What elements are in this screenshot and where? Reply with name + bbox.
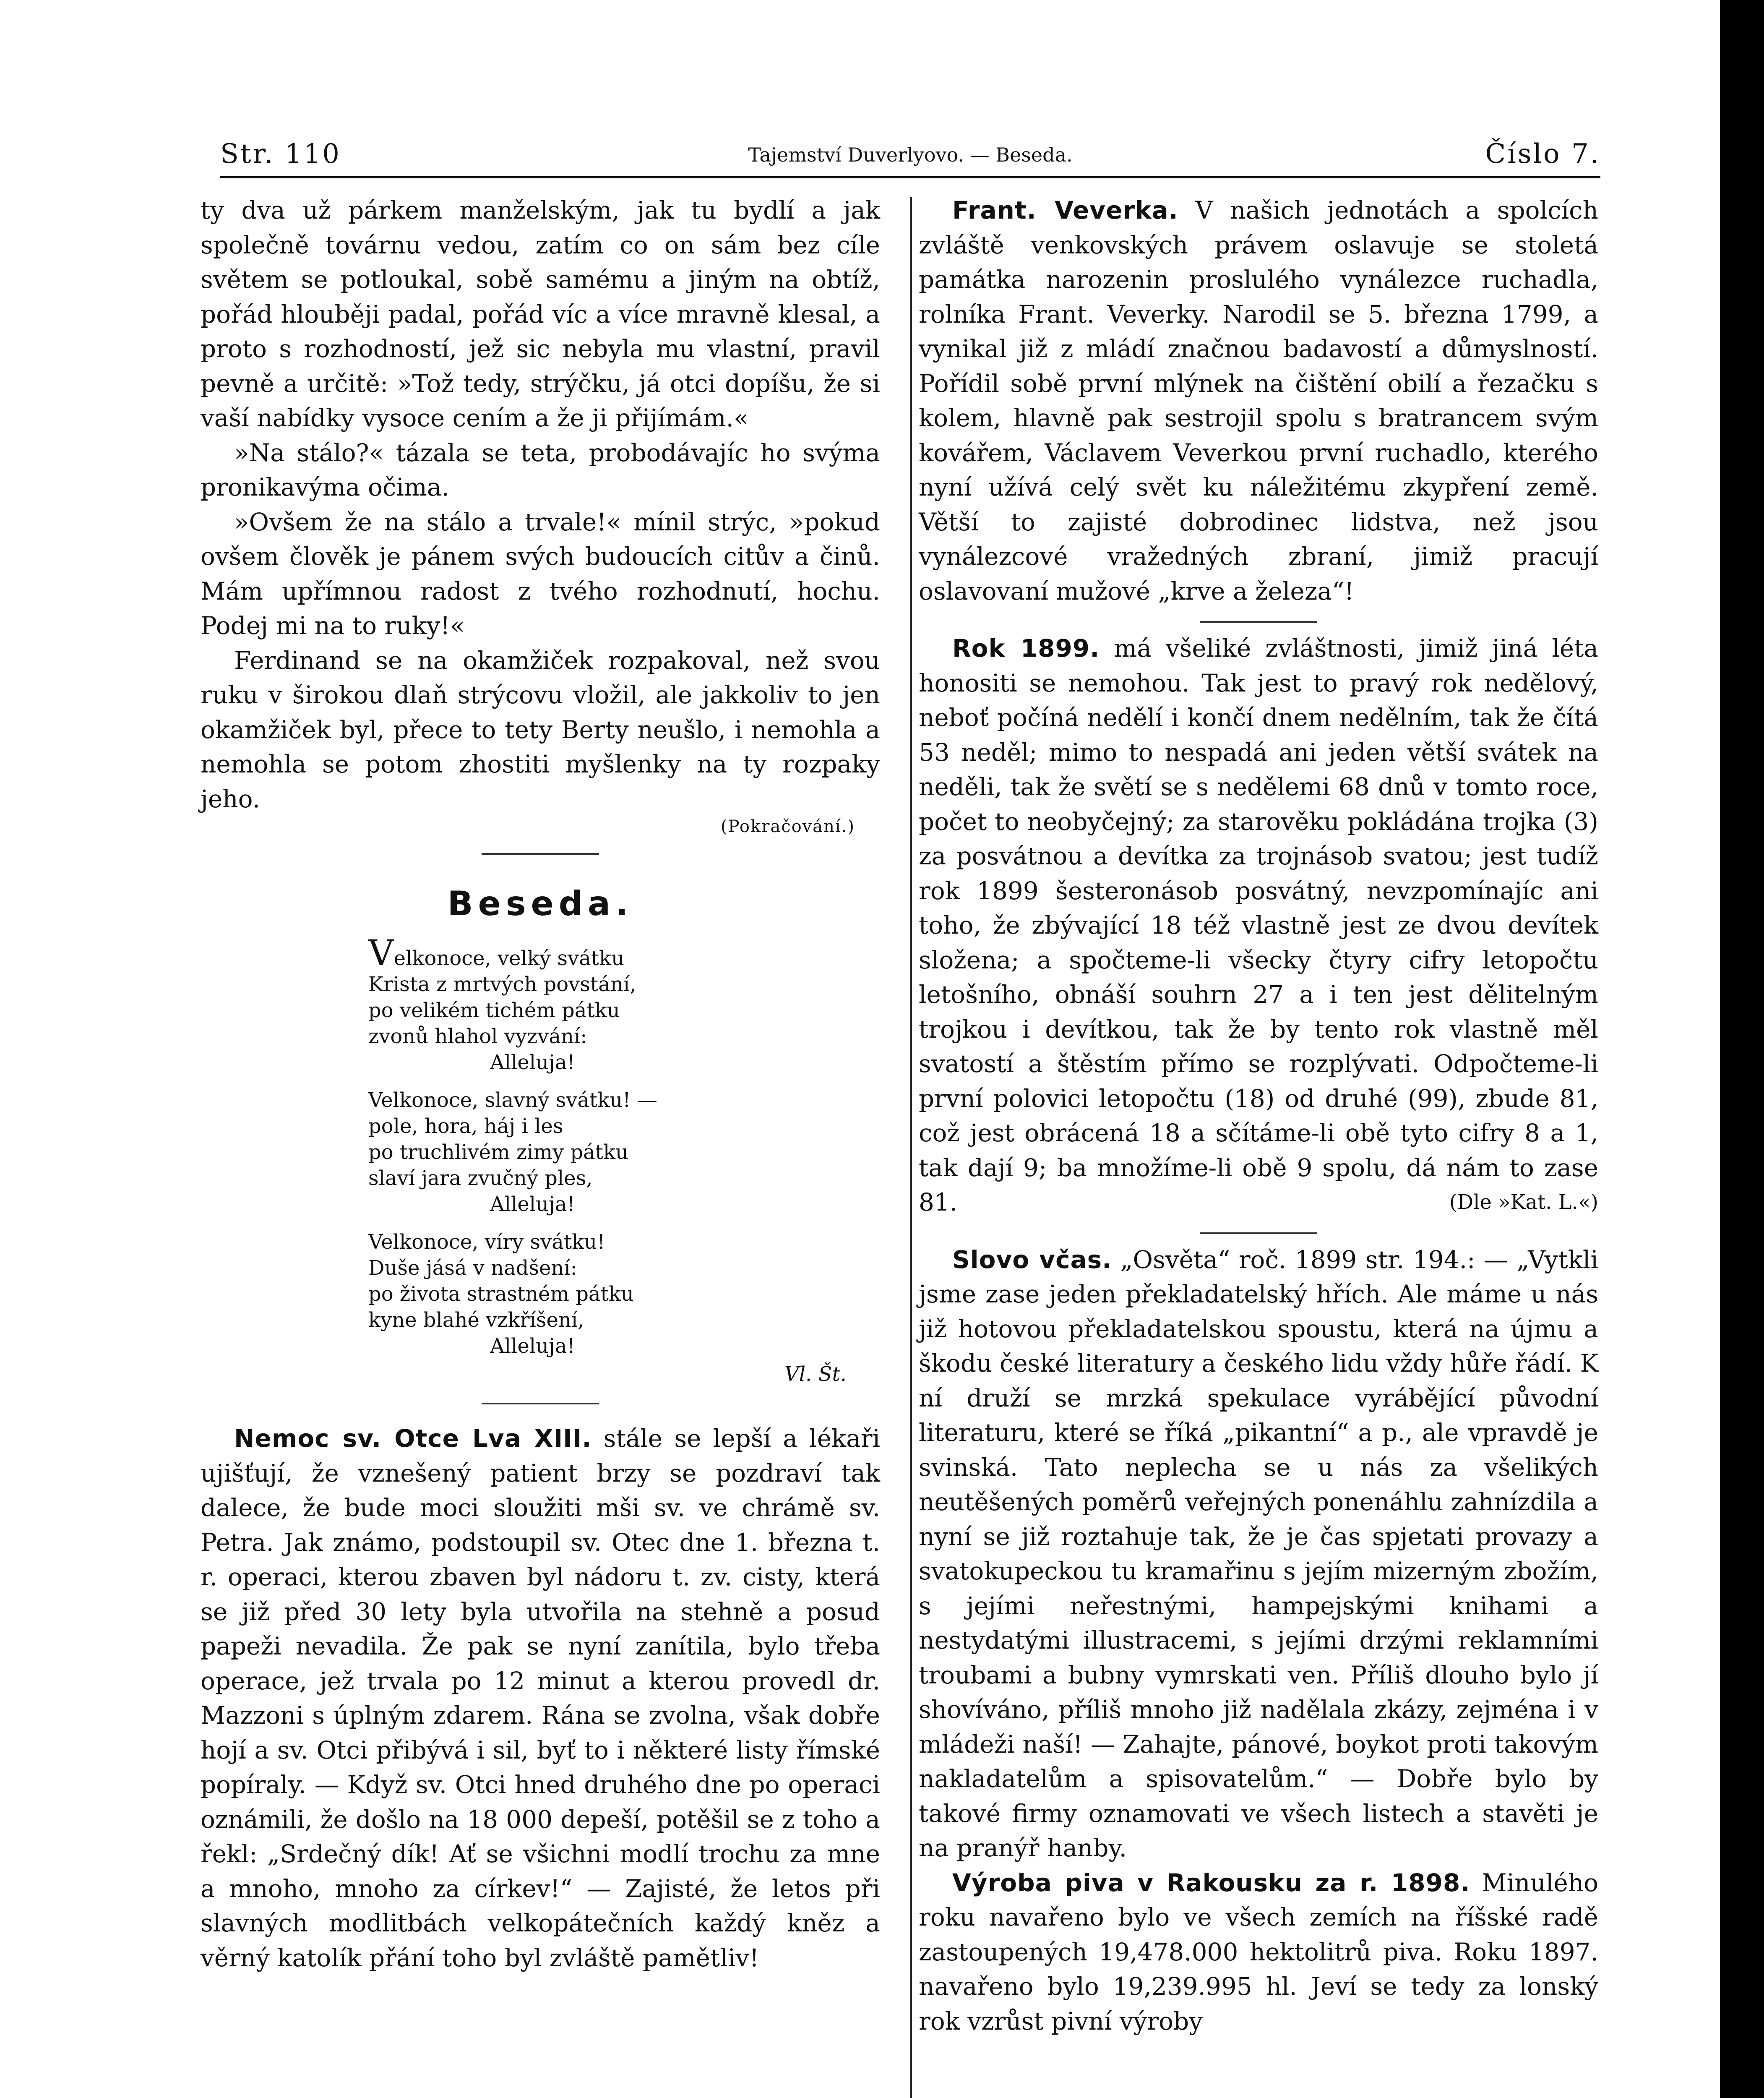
poem-refrain: Alleluja! [490, 1193, 575, 1216]
story-paragraph: »Na stálo?« tázala se teta, probodávajíc ho svýma pronikavýma očima. [201, 438, 880, 501]
poem-stanza [368, 932, 880, 1075]
poem-line: po života strastném pátku [368, 1282, 634, 1306]
poem-line: Krista z mrtvých povstání, [368, 973, 636, 996]
article-lead: Výroba piva v Rakousku za r. 1898. [952, 1868, 1470, 1897]
article-beer-production: Výroba piva v Rakousku za r. 1898. Minulého roku navařeno bylo ve všech zemích na říšské radě zastoupených 19,478.000 hektolitrů piva. Roku 1897. navařeno bylo 19,239.995 hl. Jeví se tedy za lonský rok vzrůst pivní výroby [919, 1868, 1599, 2035]
story-paragraph: »Ovšem že na stálo a trvale!« mínil strýc, »pokud ovšem člověk je pánem svých budoucích citův a činů. Mám upřímnou radost z tvého rozhodnutí, hochu. Podej mi na to ruky!« [201, 507, 880, 640]
article-lead: Frant. Veverka. [952, 196, 1178, 224]
poem-line: Velkonoce, víry svátku! [368, 1230, 605, 1254]
poem-line: pole, hora, háj i les [368, 1114, 563, 1138]
story-paragraph: Ferdinand se na okamžiček rozpakoval, než svou ruku v širokou dlaň strýcovu vložil, ale jakkoliv to jen okamžiček byl, přece to tety Berty neušlo, i nemohla a nemohla se potom zhostiti myšlenky na ty rozpaky jeho. [201, 646, 880, 813]
section-divider [1200, 621, 1317, 623]
article-lead: Rok 1899. [952, 634, 1100, 663]
poem-line: po truchlivém zimy pátku [368, 1140, 628, 1164]
poem-line: po velikém tichém pátku [368, 999, 620, 1022]
article-year-1899: Rok 1899. má všeliké zvláštnosti, jimiž jiná léta honositi se nemohou. Tak jest to pravý rok nedělový, neboť počíná nedělí i končí dnem nedělním, tak že čítá 53 neděl; mimo to nespadá ani jeden větší svátek na neděli, tak že světí se s nedělemi 68 dnů v tomto roce, počet to neobyčejný; za starověku pokládána trojka (3) za posvátnou a devítka za trojnásob svatou; jest tudíž rok 1899 šesteronásob posvátný, nevzpomínajíc ani toho, že zbývající 18 též vlastně jest ze dvou devítek složena; a spočteme-li všecky čtyry cifry letopočtu letošního, obnáší souhrn 27 a i ten jest dělitelným trojkou i devítkou, tak že by tento rok vlastně měl svatostí a štěstím přímo se rozplývati. Odpočteme-li první polovici letopočtu (18) od druhé (99), zbude 81, což jest obrácená 18 a sčítáme-li obě tyto cifry 8 a 1, tak dají 9; ba množíme-li obě 9 spolu, dá nám to zase 81. (Dle »Kat. L.«) [919, 631, 1598, 1220]
continuation-note: (Pokračování.) [721, 817, 855, 836]
poem-refrain: Alleluja! [490, 1334, 575, 1358]
running-head [220, 134, 1600, 176]
story-paragraph: ty dva už párkem manželským, jak tu bydlí a jak společně továrnu vedou, zatím co on sám bez cíle světem se potloukal, sobě samému a jiným na obtíž, pořád hlouběji padal, pořád víc a více mravně klesal, a proto s rozhodností, jež sic nebyla mu vlastní, pravil pevně a určitě: »Tož tedy, strýčku, já otci dopíšu, že si vaší nabídky vysoce cením a že ji přijímám.« [201, 196, 880, 432]
poem-stanza [368, 1087, 880, 1217]
poem [368, 932, 880, 1359]
poem-line: zvonů hlahol vyzvání: [368, 1025, 587, 1048]
issue-number: Číslo 7. [1485, 138, 1600, 170]
article-lead: Slovo včas. [952, 1245, 1112, 1274]
poem-line: Velkonoce, slavný svátku! — [368, 1088, 657, 1112]
article-veverka: Frant. Veverka. V našich jednotách a spolcích zvláště venkovských právem oslavuje se stoletá památka narozenin proslulého vynálezce ruchadla, rolníka Frant. Veverky. Narodil se 5. března 1799, a vynikal již z mládí značnou badavostí a důmyslností. Pořídil sobě první mlýnek na čištění obilí a řezačku s kolem, hlavně pak sestrojil spolu s bratrancem svým kovářem, Václavem Veverkou první ruchadlo, kterého nyní užívá celý svět ku náležitému zkypření země. Větší to zajisté dobrodinec lidstva, než jsou vynálezcové vražedných zbraní, jimiž pracují oslavovaní mužové „krve a železa“! [919, 196, 1598, 605]
page-number: Str. 110 [220, 138, 341, 170]
poem-line: slaví jara zvučný ples, [368, 1166, 593, 1190]
header-rule [220, 176, 1600, 178]
poem-line: kyne blahé vzkříšení, [368, 1308, 584, 1332]
running-title: Tajemství Duverlyovo. — Beseda. [748, 144, 1073, 166]
right-column [919, 193, 1598, 2038]
beseda-heading: Beseda. [447, 884, 633, 923]
article-pope-health: Nemoc sv. Otce Lva XIII. stále se lepší a lékaři ujišťují, že vznešený patient brzy se pozdraví tak dalece, že bude moci sloužiti mši sv. ve chrámě sv. Petra. Jak známo, podstoupil sv. Otec dne 1. března t. r. operaci, kterou zbaven byl nádoru t. zv. cisty, která se již před 30 lety byla utvořila na stehně a posud papeži nevadila. Že pak se nyní zanítila, bylo třeba operace, jež trvala po 12 minut a kterou provedl dr. Mazzoni s úplným zdarem. Rána se zvolna, však dobře hojí a sv. Otci přibývá i sil, byť to i některé listy římské popíraly. — Když sv. Otci hned druhého dne po operaci oznámili, že došlo na 18 000 depeší, potěšil se z toho a řekl: „Srdečný dík! Ať se všichni modlí trochu za mne a mnoho, mnoho za církev!“ — Zajisté, že letos při slavných modlitbách velkopátečních každý kněz a věrný katolík přání toho byl zvláště pamětliv! [201, 1424, 880, 1972]
section-divider [1200, 1232, 1317, 1234]
section-divider [482, 853, 599, 855]
column-rule [910, 197, 912, 2098]
section-divider [482, 1403, 599, 1404]
poem-author: Vl. Št. [784, 1362, 847, 1386]
drop-cap: V [368, 932, 394, 973]
poem-line: Duše jásá v nadšení: [368, 1256, 577, 1280]
poem-stanza [368, 1229, 880, 1359]
poem-refrain: Alleluja! [490, 1051, 575, 1074]
article-lead: Nemoc sv. Otce Lva XIII. [234, 1424, 592, 1453]
source-note: (Dle »Kat. L.«) [1449, 1190, 1598, 1214]
left-column [201, 193, 880, 1975]
article-slovo-vcas: Slovo včas. „Osvěta“ roč. 1899 str. 194.: — „Vytkli jsme zase jeden překladatelský hřích. Ale máme u nás již hotovou překladatelskou spoustu, která na újmu a škodu české literatury a českého lidu vždy hůře řádí. K ní druží se mrzká spekulace vyrábějící původní literaturu, které se říká „pikantní“ a p., ale vpravdě je svinská. Tato neplecha se u nás za všelikých neutěšených poměrů veřejných ponenáhlu zahnízdila a nyní se již roztahuje tak, že je čas spjetati provazy a svatokupeckou tu kramařinu s jejím mizerným zbožím, s jejími neřestnými, hampejskými knihami a nestydatými illustracemi, s jejími drzými reklamními troubami a bubny vymrskati ven. Příliš dlouho bylo jí shovíváno, příliš mnoho již nadělala zkázy, zejména i v mládeži naší! — Zahajte, pánové, boykot proti takovým nakladatelům a spisovatelům.“ — Dobře bylo by takové firmy oznamovati ve všech listech a stavěti je na pranýř hanby. [919, 1245, 1598, 1862]
poem-line: Velkonoce, velký svátku [368, 932, 625, 973]
